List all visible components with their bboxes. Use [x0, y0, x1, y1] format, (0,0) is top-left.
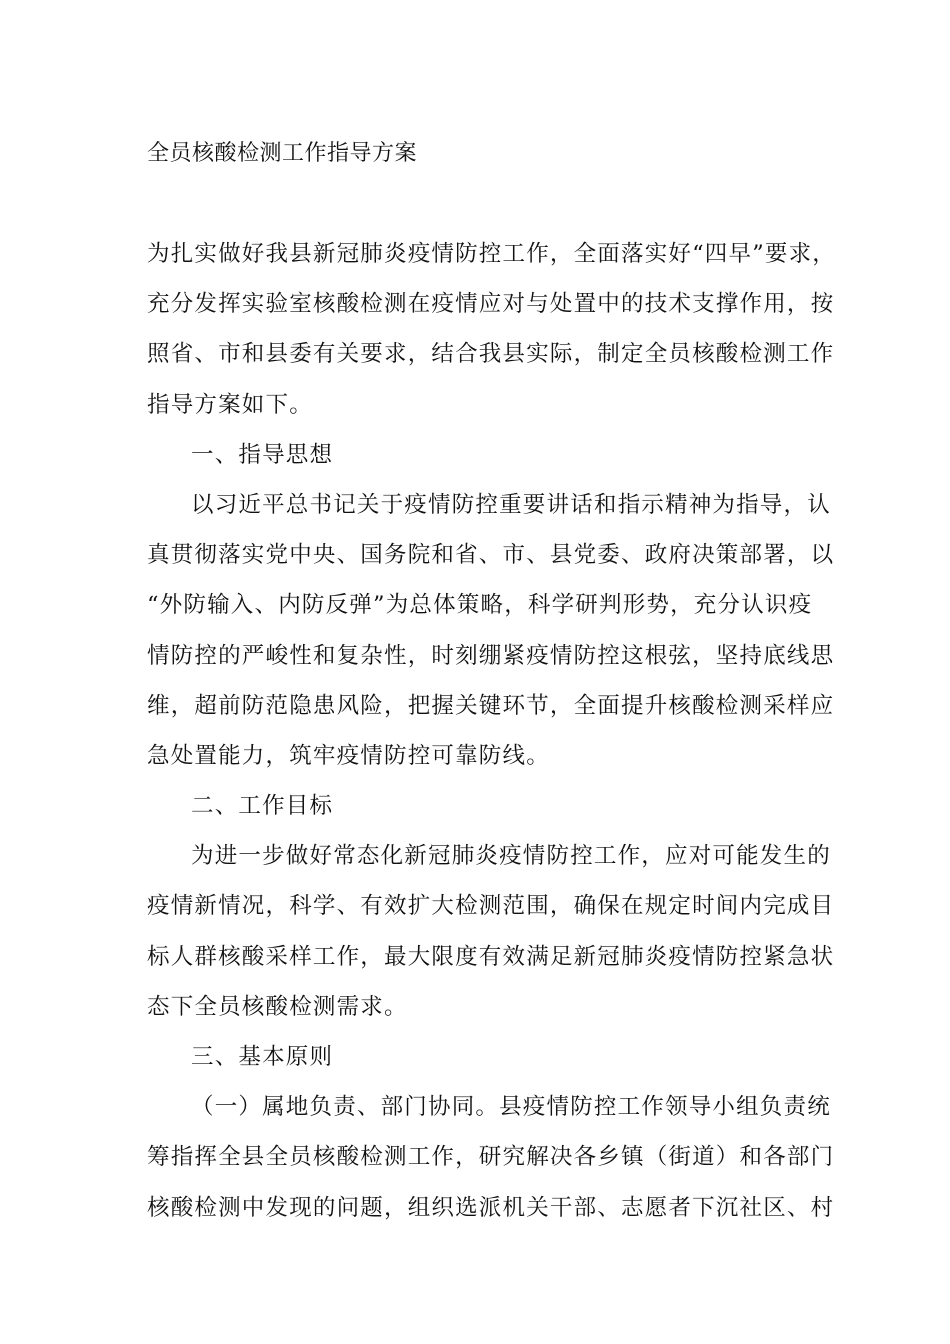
paragraph-guiding-ideology-line: “外防输入、内防反弹”为总体策略，科学研判形势，充分认识疫: [147, 592, 813, 619]
document-title: 全员核酸检测工作指导方案: [147, 141, 418, 166]
paragraph-guiding-ideology-line: 维，超前防范隐患风险，把握关键环节，全面提升核酸检测采样应: [147, 692, 835, 719]
paragraph-guiding-ideology-line: 以习近平总书记关于疫情防控重要讲话和指示精神为指导，认: [191, 491, 831, 518]
paragraph-work-goals-line: 为进一步做好常态化新冠肺炎疫情防控工作，应对可能发生的: [191, 843, 831, 870]
section-heading-guiding-ideology: 一、指导思想: [191, 441, 334, 468]
paragraph-principle-one-line: 筹指挥全县全员核酸检测工作，研究解决各乡镇（街道）和各部门: [147, 1144, 835, 1171]
paragraph-intro-line: 指导方案如下。: [147, 391, 313, 418]
section-heading-basic-principles: 三、基本原则: [191, 1044, 334, 1070]
section-heading-work-goals: 二、工作目标: [191, 793, 334, 820]
paragraph-work-goals-line: 疫情新情况，科学、有效扩大检测范围，确保在规定时间内完成目: [147, 893, 835, 920]
paragraph-intro-line: 为扎实做好我县新冠肺炎疫情防控工作，全面落实好“四早”要求，: [147, 241, 837, 267]
paragraph-principle-one-line: 核酸检测中发现的问题，组织选派机关干部、志愿者下沉社区、村: [147, 1194, 835, 1221]
paragraph-intro-line: 充分发挥实验室核酸检测在疫情应对与处置中的技术支撑作用，按: [147, 291, 835, 318]
paragraph-guiding-ideology-line: 情防控的严峻性和复杂性，时刻绷紧疫情防控这根弦，坚持底线思: [147, 642, 835, 669]
paragraph-work-goals-line: 标人群核酸采样工作，最大限度有效满足新冠肺炎疫情防控紧急状: [147, 943, 835, 970]
paragraph-guiding-ideology-line: 急处置能力，筑牢疫情防控可靠防线。: [147, 742, 550, 769]
paragraph-guiding-ideology-line: 真贯彻落实党中央、国务院和省、市、县党委、政府决策部署，以: [147, 542, 835, 569]
paragraph-work-goals-line: 态下全员核酸检测需求。: [147, 993, 408, 1020]
document-body: [147, 229, 837, 1233]
paragraph-intro-line: 照省、市和县委有关要求，结合我县实际，制定全员核酸检测工作: [147, 341, 835, 368]
paragraph-principle-one-line: （一）属地负责、部门协同。县疫情防控工作领导小组负责统: [191, 1094, 831, 1121]
